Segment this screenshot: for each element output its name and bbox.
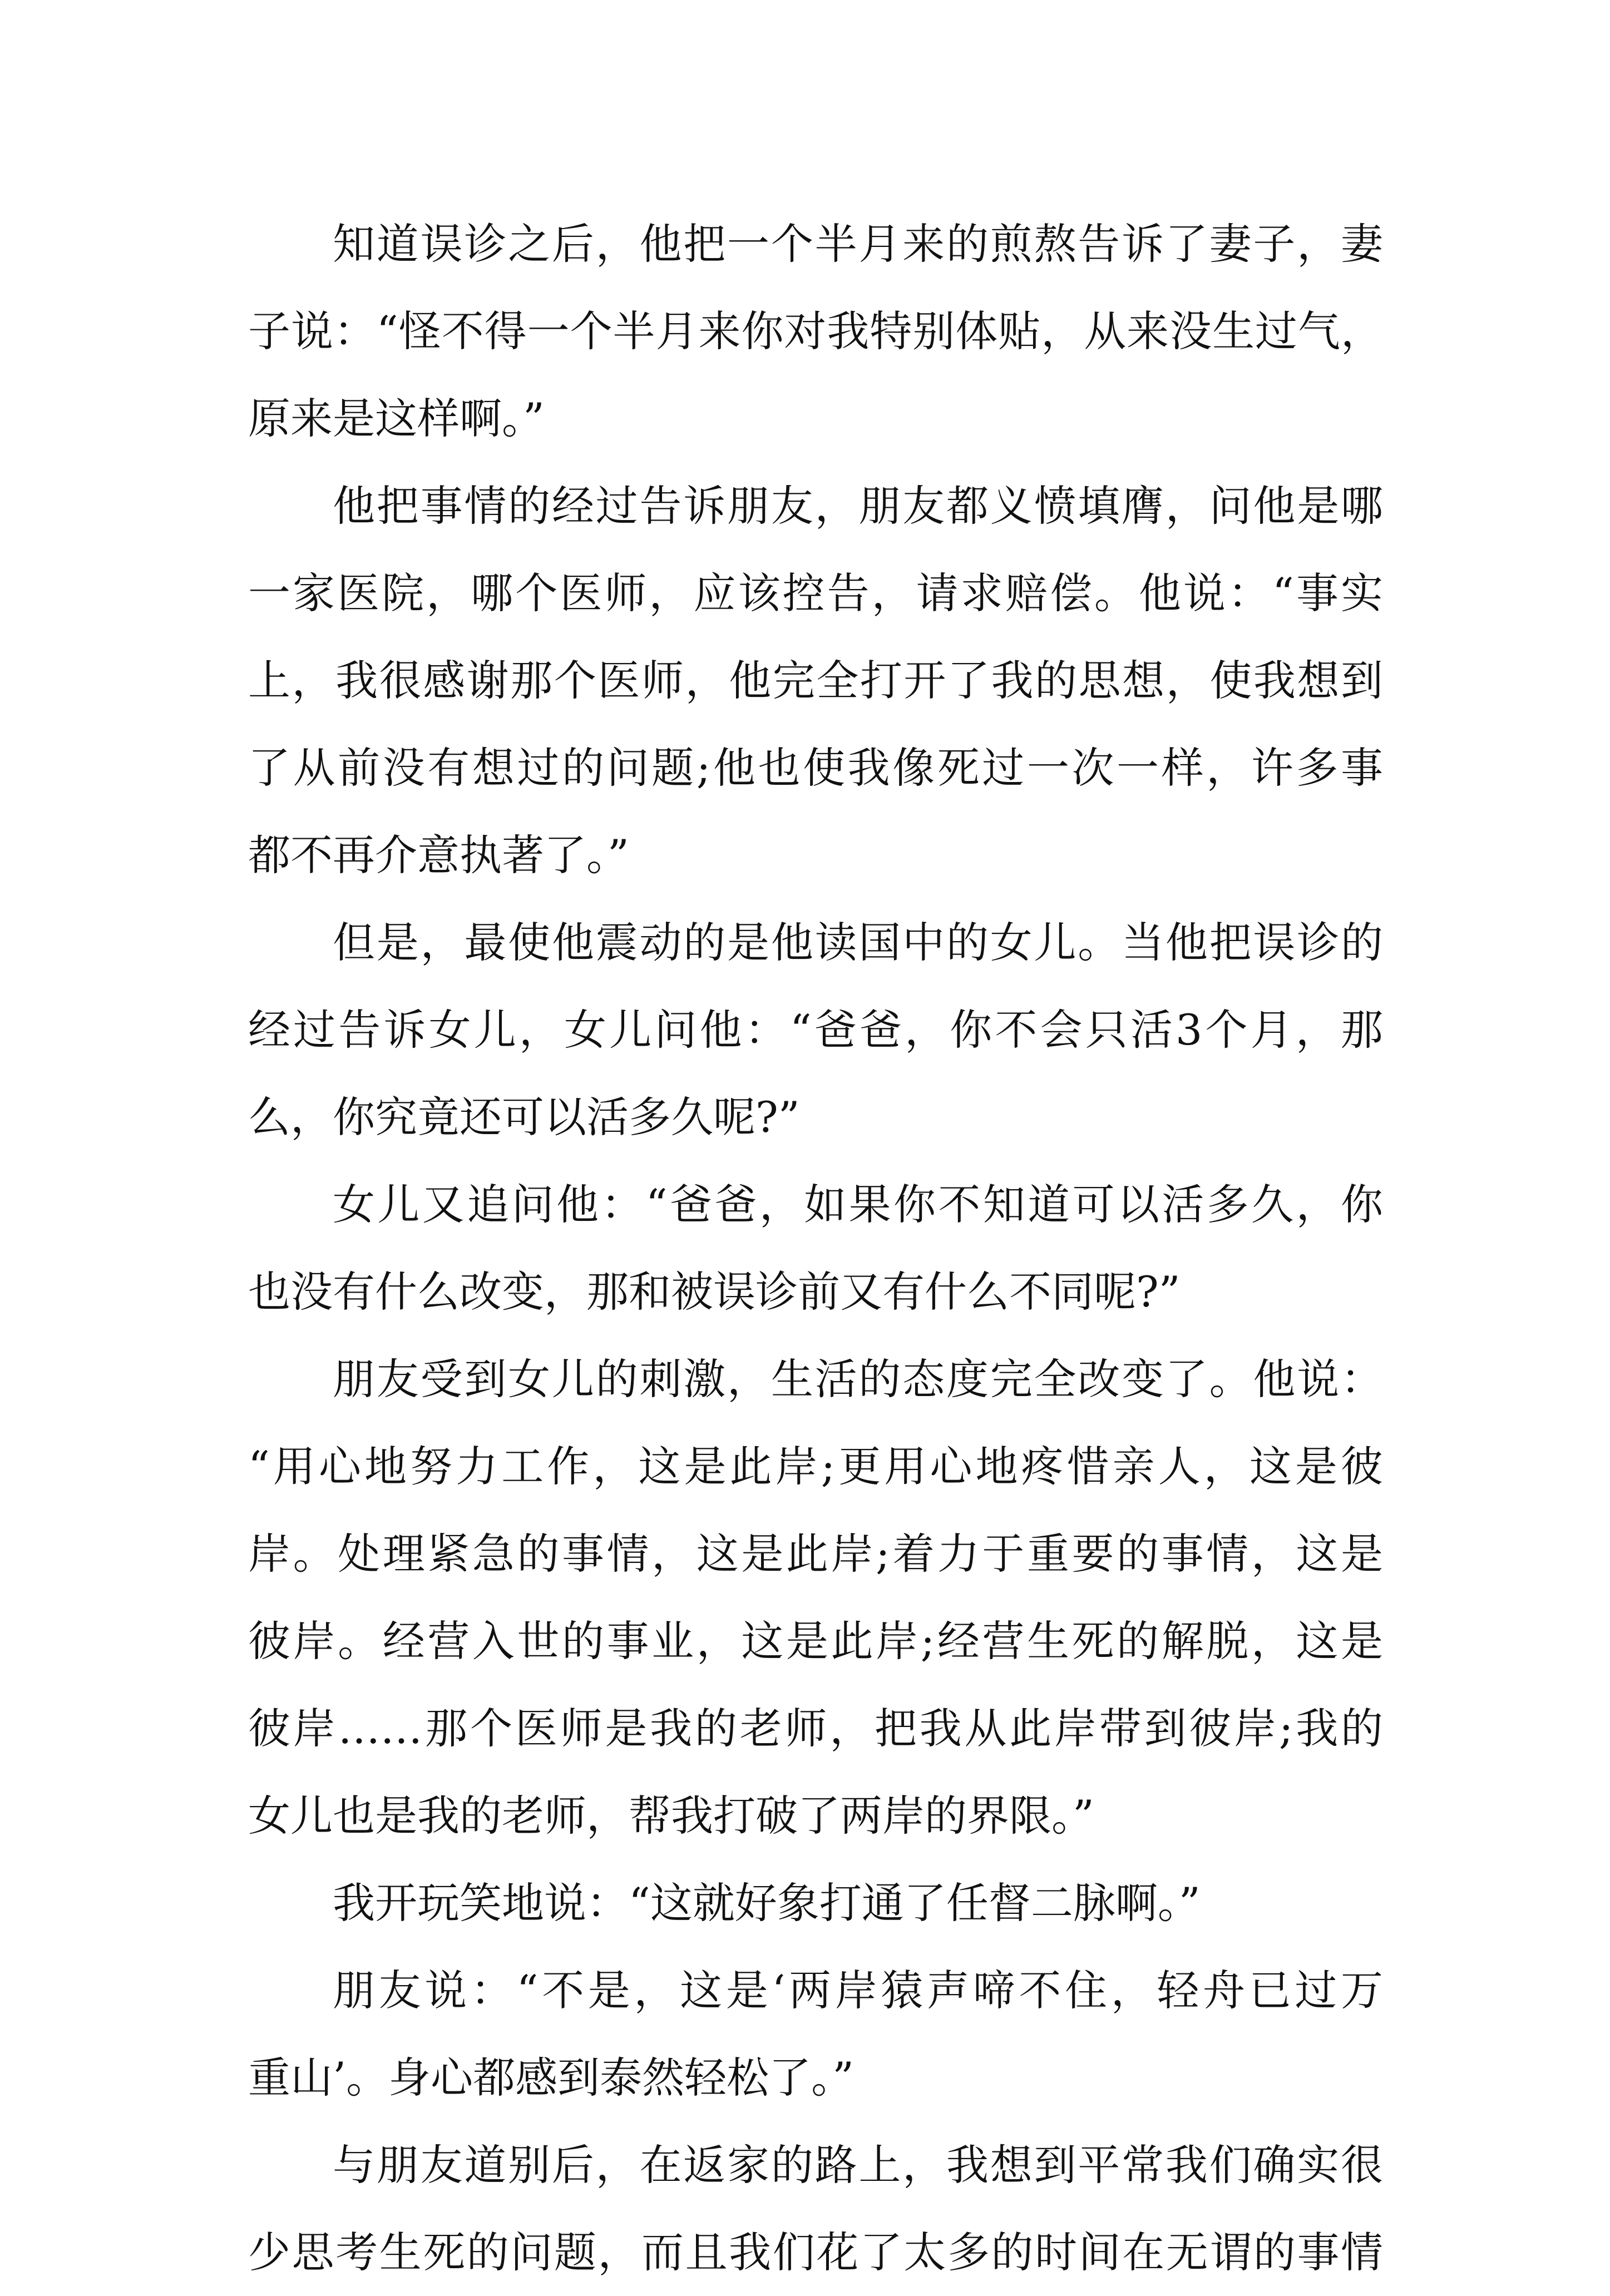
paragraph-1 <box>248 200 1383 462</box>
paragraph-3 <box>248 899 1383 1161</box>
text-line: 彼岸……那个医师是我的老师，把我从此岸带到彼岸;我的 <box>248 1704 1383 1753</box>
paragraph-8 <box>248 2121 1383 2296</box>
text-line: 都不再介意执著了。” <box>248 830 629 880</box>
text-line: “用心地努力工作，这是此岸;更用心地疼惜亲人，这是彼 <box>248 1442 1383 1491</box>
text-line: 朋友说：“不是，这是‘两岸猿声啼不住，轻舟已过万 <box>333 1966 1383 2015</box>
text-line: 少思考生死的问题，而且我们花了太多的时间在无谓的事情 <box>248 2228 1383 2277</box>
text-line: 原来是这样啊。” <box>248 394 545 443</box>
text-line: 上，我很感谢那个医师，他完全打开了我的思想，使我想到 <box>248 656 1383 705</box>
text-line: 岸。处理紧急的事情，这是此岸;着力于重要的事情，这是 <box>248 1529 1383 1578</box>
text-line: 他把事情的经过告诉朋友，朋友都义愤填膺，问他是哪 <box>333 481 1383 531</box>
paragraph-7 <box>248 1947 1383 2121</box>
text-line: 了从前没有想过的问题;他也使我像死过一次一样，许多事 <box>248 743 1383 793</box>
text-line: 女儿又追问他：“爸爸，如果你不知道可以活多久，你 <box>333 1180 1383 1229</box>
text-line: 知道误诊之后，他把一个半月来的煎熬告诉了妻子，妻 <box>333 219 1383 269</box>
text-line: 子说：“怪不得一个半月来你对我特别体贴，从来没生过气， <box>248 306 1383 356</box>
text-line: 女儿也是我的老师，帮我打破了两岸的界限。” <box>248 1791 1094 1840</box>
text-line: 我开玩笑地说：“这就好象打通了任督二脉啊。” <box>333 1878 1201 1928</box>
text-line: 重山’。身心都感到泰然轻松了。” <box>248 2053 855 2102</box>
text-line: 也没有什么改变，那和被误诊前又有什么不同呢?” <box>248 1267 1181 1317</box>
document-body <box>248 200 1383 2296</box>
text-line: 一家医院，哪个医师，应该控告，请求赔偿。他说：“事实 <box>248 568 1383 618</box>
paragraph-2 <box>248 462 1383 899</box>
text-line: 与朋友道别后，在返家的路上，我想到平常我们确实很 <box>333 2140 1383 2190</box>
text-line: 朋友受到女儿的刺激，生活的态度完全改变了。他说： <box>333 1354 1383 1404</box>
text-line: 彼岸。经营入世的事业，这是此岸;经营生死的解脱，这是 <box>248 1616 1383 1666</box>
paragraph-4 <box>248 1161 1383 1335</box>
paragraph-6 <box>248 1859 1383 1947</box>
text-line: 但是，最使他震动的是他读国中的女儿。当他把误诊的 <box>333 918 1383 967</box>
text-line: 么，你究竟还可以活多久呢?” <box>248 1092 800 1142</box>
paragraph-5 <box>248 1335 1383 1859</box>
text-line: 经过告诉女儿，女儿问他：“爸爸，你不会只活3个月，那 <box>248 1005 1383 1055</box>
